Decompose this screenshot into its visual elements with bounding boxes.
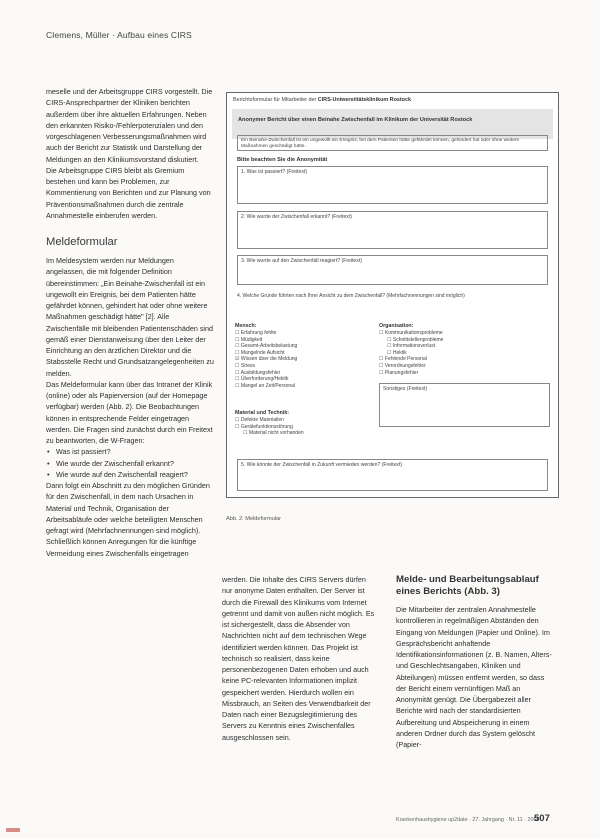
organisation-heading: Organisation: <box>379 323 414 329</box>
checkbox-item: ☐ Informationsverlust <box>387 343 436 350</box>
causes-human <box>235 323 375 389</box>
form-title: Anonymer Bericht über einen Beinahe Zwischenfall im Klinikum der Universität Rostock <box>238 117 473 123</box>
mensch-heading: Mensch: <box>235 323 257 329</box>
form-header-bold: CIRS-Uniwerstitätsklinikum Rostock <box>317 97 411 103</box>
figure-caption: Abb. 2: Meldeformular <box>226 516 282 522</box>
checkbox-item: ☐ Stress <box>235 362 256 369</box>
question-4-label: 4. Welche Gründe führten nach Ihrer Ansicht zu dem Zwischenfall? (Mehrfachnennungen sind möglich) <box>237 293 465 299</box>
question-3-label: 3. Wie wurde auf den Zwischenfall reagiert? (Freitext) <box>241 258 362 264</box>
paragraph: Dann folgt ein Abschnitt zu den möglichen Gründen für den Zwischenfall, in dem nach Ursachen in Material und Technik, Organisation der Arbeitsabläufe oder welche beteiligten Menschen gefragt wird (Mehrfachnennungen sind möglich). Schließlich können Anregungen für die künftige Vermeidung eines Zwischenfalls eingetragen <box>46 481 210 558</box>
section-heading-meldeformular: Meldeformular <box>46 236 118 248</box>
question-5-box <box>237 459 548 491</box>
section-heading-ablauf: Melde- und Bearbeitungsablauf eines Berichts (Abb. 3) <box>396 574 539 597</box>
checkbox-item: ☐ Müdigkeit <box>235 336 263 343</box>
checkbox-item: ☐ Gesamt-Arbeitsbelastung <box>235 343 298 350</box>
page-number: 507 <box>534 813 550 824</box>
column-3 <box>396 574 556 750</box>
question-1-label: 1. Was ist passiert? (Freitext) <box>241 169 308 175</box>
sonstiges-box <box>379 383 550 427</box>
question-list <box>46 446 214 480</box>
sonstiges-label: Sonstiges (Freitext) <box>383 386 428 392</box>
checkbox-item: ☐ Mangel an Zeit/Personal <box>235 382 296 389</box>
form-section-title: Bitte beachten Sie die Anonymität <box>237 157 328 163</box>
paragraph: Im Meldesystem werden nur Meldungen angelassen, die mit folgender Definition übereinstimmen: „Ein Beinahe-Zwischenfall ist ein ungewollt ein Ereignis, bei dem Patienten hätte gefährdet können, gehindert hat oder ohne weitere Maßnahmen geschädigt hätte" [2]. Alle Zwischenfälle mit bleibenden Patientenschäden sind gemäß einer Dienstanweisung über den Leiter der Einrichtung an den ärztlichen Direktor und die Stabsstelle Recht und Grundsatzangelegenheiten zu melden. <box>46 256 214 378</box>
scan-mark <box>6 828 20 832</box>
checkbox-item: ☐ Material nicht vorhanden <box>243 430 304 437</box>
list-item: • Was ist passiert? <box>56 446 214 457</box>
question-2-box <box>237 211 548 249</box>
question-2-label: 2. Wie wurde der Zwischenfall erkannt? (Freitext) <box>241 214 352 220</box>
checkbox-item: ☐ Überforderung/Hektik <box>235 376 289 383</box>
checkbox-item: ☐ Kommunikationsprobleme <box>379 330 443 336</box>
paragraph: werden. Die Inhalte des CIRS Servers dürfen nur anonyme Daten enthalten. Der Server ist durch die Firewall des Klinikums vom Internet getrennt und damit von außen nicht möglich. Es ist sichergestellt, dass die Absender von Nachrichten nicht auf dem technischen Wege identifiziert werden können. Das Projekt ist technisch so realisiert, dass keine personenbezogenen Daten erhoben und auch keine PC-relevanten Informationen implizit gespeichert werden. Hierdurch wollen ein Missbrauch, an Seiten des Verwendbarkeit der Daten nach einer Bezugslegitimierung des Servers zu Kenntnis eines Zwischenfalles ausgeschlossen sein. <box>222 575 375 742</box>
checkbox-item: ☐ Schnittstellenprobleme <box>387 336 444 343</box>
checkbox-item: ☐ Planungsfehler <box>379 369 419 376</box>
checkbox-item: ☐ Fehlende Personal <box>379 356 427 363</box>
paragraph: Die Mitarbeiter der zentralen Annahmestelle kontrollieren in regelmäßigen Abständen den Eingang von Meldungen (Papier und Online). Im Gesprächsbericht anhaftende Identifikationsinformationen (z. B. Namen, Alters- und Geschlechtsangaben, Kliniken und Abteilungen) müssen entfernt werden, so dass der Bericht einem vernünftigen Maß an Anonymität genügt. Die Übergabezeit aller Berichte wird nach der standardisierten Aufbereitung und Abspeicherung in einem anderen Ordner durch das System gelöscht (Papier- <box>396 605 552 749</box>
column-2 <box>222 574 378 743</box>
checkbox-item: ☐ Mangelnde Aufsicht <box>235 349 285 356</box>
checkbox-item: ☐ Verordnungsfehler <box>379 362 426 369</box>
journal-footer: Krankenhaushygiene up2date · 27. Jahrgang · Nr. 11 · 2006 <box>396 817 540 823</box>
form-intro-box: Ein Beinahe-Zwischenfall ist ein ungewollt ein Ereignis, bei dem Patienten hätte gefährdet können, gehindert hat oder ohne weitere Maßnahmen geschädigt hätte. <box>237 135 548 151</box>
paragraph: Das Meldeformular kann über das Intranet der Klinik (online) oder als Papierversion (auf der Homepage verfügbar) werden (Abb. 2). Die Beobachtungen können in entsprechende Felder eingetragen werden. Die Fragen sind zunächst durch ein Freitext zu beantworten, die W-Fragen: <box>46 379 213 445</box>
form-header: Berichtsformular für Mitarbeiter der CIRS-Uniwerstitätsklinikum Rostock <box>233 97 411 103</box>
causes-organisation <box>379 323 519 376</box>
column-1 <box>46 86 214 559</box>
paragraph: meselle und der Arbeitsgruppe CIRS vorgestellt. Die CIRS-Ansprechpartner der Kliniken berichten außerdem über ihre aktuellen Erfahrungen. Neben den erkannten Risiko-/Fehlerpotenzialen und den vorgeschlagenen Verbesserungsmaßnahmen wird auch der Bericht zur Statistik und Darstellung der Meldungen an den Klinikumsvorstand diskutiert. <box>46 87 213 164</box>
list-item: • Wie wurde auf den Zwischenfall reagiert? <box>56 469 214 480</box>
checkbox-item: ☐ Ausbildungsfehler <box>235 369 281 376</box>
running-head: Clemens, Müller · Aufbau eines CIRS <box>46 30 192 40</box>
checkbox-item: ☐ Defekte Materialien <box>235 417 284 423</box>
checkbox-item: ☐ Hektik <box>387 349 407 356</box>
question-3-box <box>237 255 548 285</box>
question-1-box <box>237 166 548 204</box>
list-item: • Wie wurde der Zwischenfall erkannt? <box>56 458 214 469</box>
paragraph: Die Arbeitsgruppe CIRS bleibt als Gremium bestehen und kann bei Problemen, zur Kommentierung von Berichten und zur Planung von Präventionsmaßnahmen durch die zentrale Annahmestelle einberufen werden. <box>46 165 211 220</box>
question-5-label: 5. Wie könnte der Zwischenfall in Zukunft vermieden werden? (Freitext) <box>241 462 403 468</box>
causes-material <box>235 410 375 437</box>
checkbox-item: ☐ Gerätefunktionsstörung <box>235 423 293 430</box>
material-heading: Material und Technik: <box>235 410 290 416</box>
checkbox-item: ☐ Erfahrung fehlte <box>235 330 277 336</box>
checkbox-item: ☑ Wissen über die Meldung <box>235 356 298 363</box>
report-form-figure <box>226 92 559 498</box>
